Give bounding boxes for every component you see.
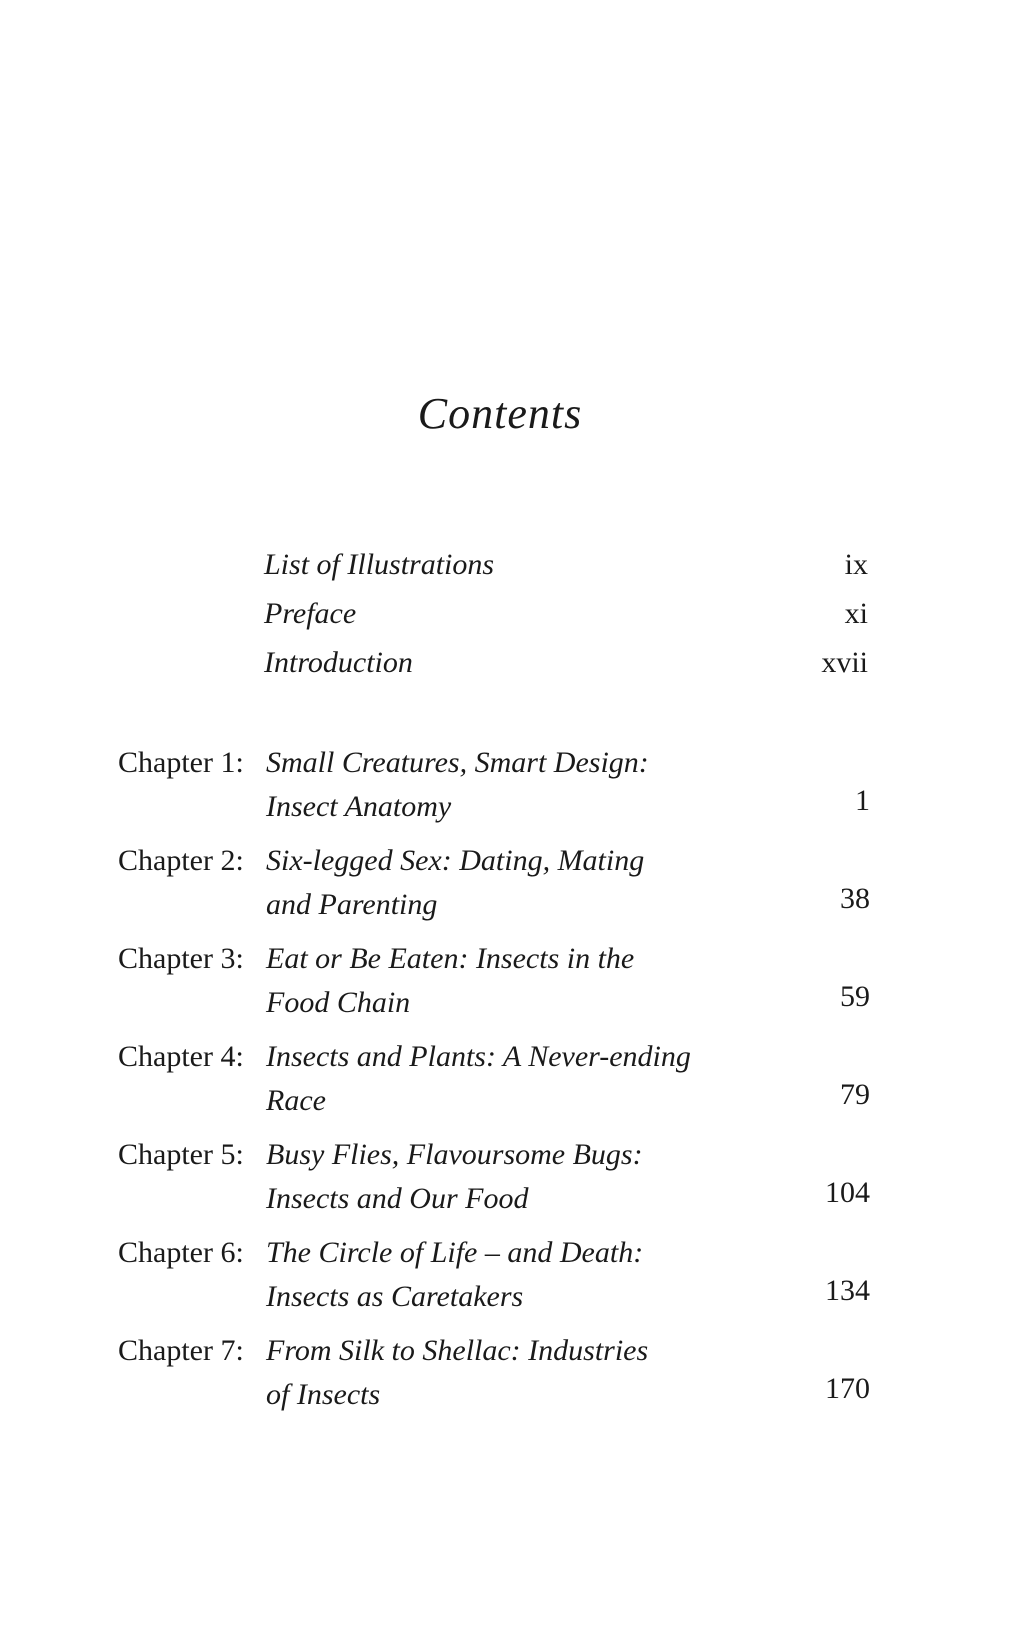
- chapter-title-line1: Six-legged Sex: Dating, Mating: [266, 844, 645, 877]
- chapter-label: Chapter 6:: [118, 1236, 244, 1269]
- chapter-title-line1: Busy Flies, Flavoursome Bugs:: [266, 1138, 643, 1171]
- chapter-label: Chapter 2:: [118, 844, 244, 877]
- chapter-title-line1: The Circle of Life – and Death:: [266, 1236, 644, 1269]
- chapter-label: Chapter 3:: [118, 942, 244, 975]
- chapter-title-line2: Insect Anatomy: [266, 790, 452, 823]
- toc-chapter-3[interactable]: [0, 942, 1024, 1032]
- toc-chapter-4[interactable]: [0, 1040, 1024, 1130]
- toc-entry-title: Introduction: [264, 646, 413, 679]
- chapter-page-number: 59: [840, 980, 870, 1013]
- toc-chapter-5[interactable]: [0, 1138, 1024, 1228]
- chapter-title-line2: Race: [266, 1084, 326, 1117]
- chapter-label: Chapter 4:: [118, 1040, 244, 1073]
- toc-entry-introduction[interactable]: [0, 646, 1024, 686]
- chapter-title-line1: From Silk to Shellac: Industries: [266, 1334, 649, 1367]
- chapter-page-number: 79: [840, 1078, 870, 1111]
- chapter-title-line2: of Insects: [266, 1378, 381, 1411]
- chapter-page-number: 170: [825, 1372, 870, 1405]
- toc-page-number: xi: [844, 597, 868, 630]
- chapter-title-line1: Eat or Be Eaten: Insects in the: [266, 942, 635, 975]
- toc-page-number: ix: [844, 548, 868, 581]
- toc-entry-title: List of Illustrations: [264, 548, 495, 581]
- chapter-label: Chapter 1:: [118, 746, 244, 779]
- toc-entry-title: Preface: [264, 597, 357, 630]
- toc-chapter-6[interactable]: [0, 1236, 1024, 1326]
- chapter-page-number: 104: [825, 1176, 870, 1209]
- chapter-label: Chapter 7:: [118, 1334, 244, 1367]
- toc-chapter-7[interactable]: [0, 1334, 1024, 1424]
- toc-chapter-2[interactable]: [0, 844, 1024, 934]
- chapter-label: Chapter 5:: [118, 1138, 244, 1171]
- toc-page-number: xvii: [821, 646, 868, 679]
- chapter-title-line2: Insects as Caretakers: [266, 1280, 524, 1313]
- toc-chapter-1[interactable]: [0, 746, 1024, 836]
- chapter-title-line2: and Parenting: [266, 888, 438, 921]
- toc-entry-list-of-illustrations[interactable]: [0, 548, 1024, 588]
- chapter-title-line2: Insects and Our Food: [266, 1182, 529, 1215]
- toc-entry-preface[interactable]: [0, 597, 1024, 637]
- chapter-title-line1: Insects and Plants: A Never-ending: [266, 1040, 691, 1073]
- chapter-page-number: 1: [855, 784, 870, 817]
- page-title: Contents: [417, 389, 583, 438]
- chapter-title-line1: Small Creatures, Smart Design:: [266, 746, 649, 779]
- chapter-page-number: 38: [840, 882, 870, 915]
- chapter-page-number: 134: [825, 1274, 870, 1307]
- chapter-title-line2: Food Chain: [266, 986, 411, 1019]
